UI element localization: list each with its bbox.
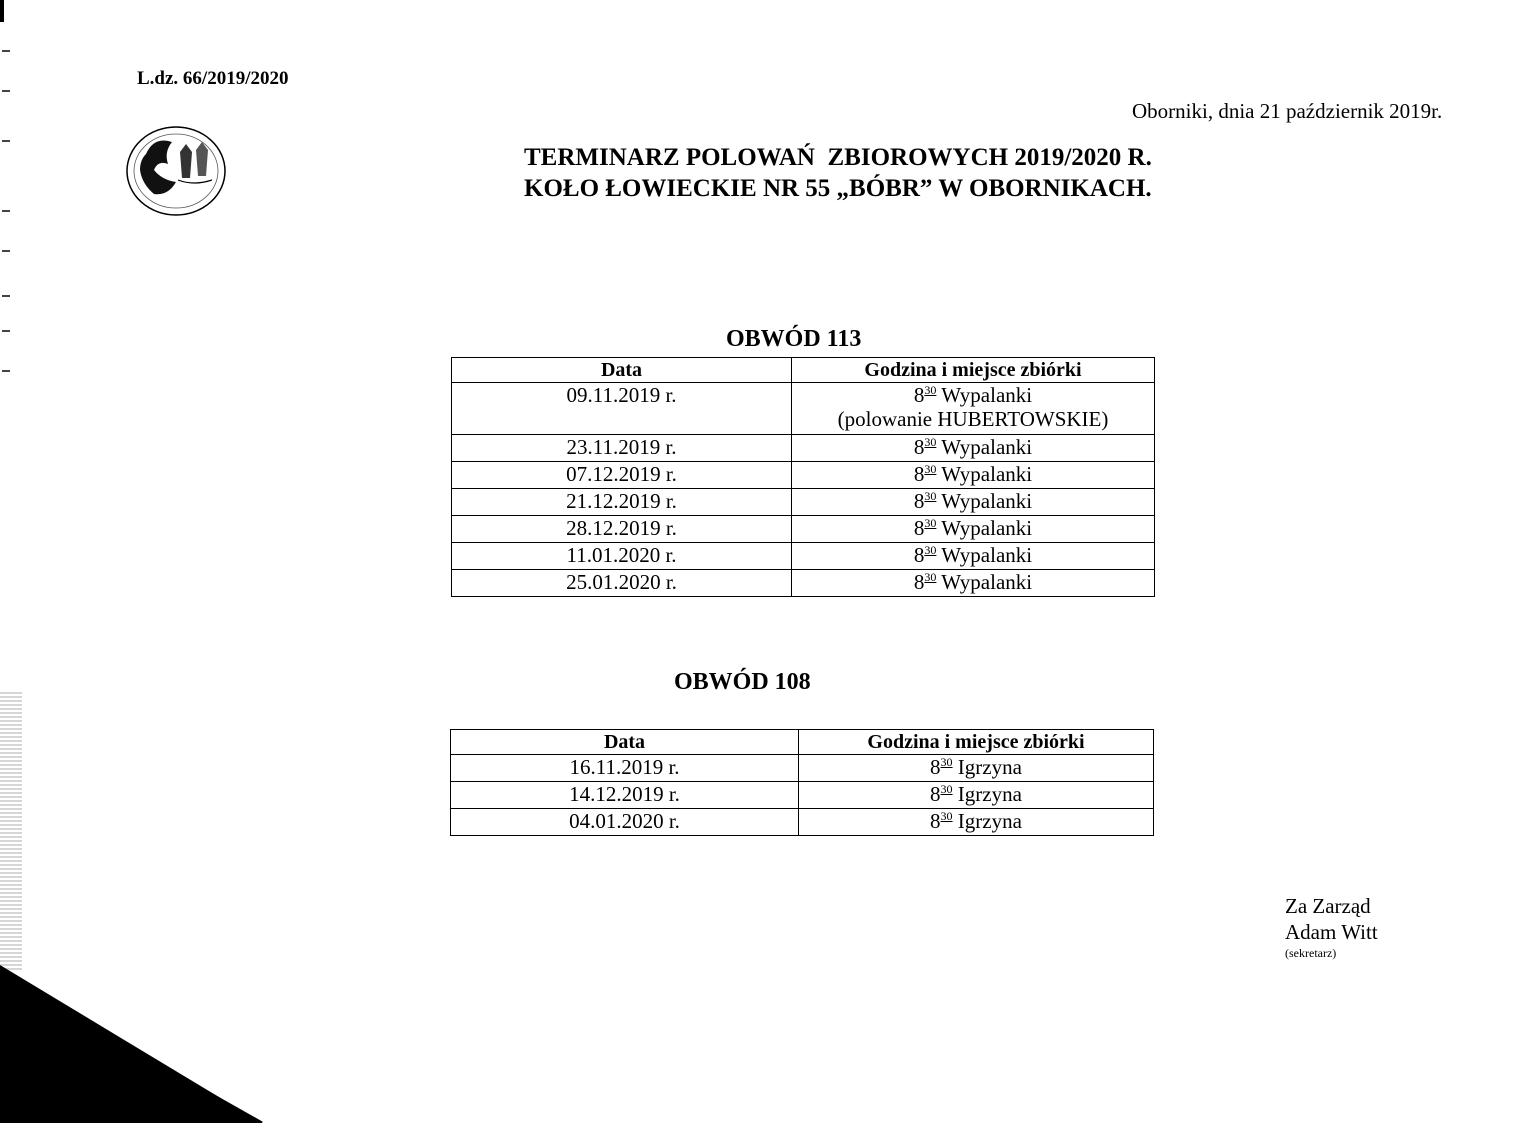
section-title-obwod-113: OBWÓD 113	[726, 326, 862, 352]
title-line-2: KOŁO ŁOWIECKIE NR 55 „BÓBR” W OBORNIKACH.	[524, 175, 1152, 202]
table-row	[452, 383, 1155, 435]
time-place-cell	[792, 570, 1155, 597]
place: Wypalanki	[941, 516, 1033, 540]
date-cell: 09.11.2019 r.	[452, 383, 792, 435]
hour: 8	[913, 516, 925, 540]
column-header-date: Data	[451, 730, 799, 755]
place: Igrzyna	[957, 782, 1022, 806]
column-header-time-place: Godzina i miejsce zbiórki	[792, 358, 1155, 383]
signature-block	[1285, 893, 1378, 961]
schedule-table-obwod-108	[450, 729, 1154, 836]
table-row	[452, 516, 1155, 543]
hour: 8	[913, 570, 925, 594]
minute: 30	[924, 516, 937, 530]
hour: 8	[913, 383, 925, 407]
minute: 30	[924, 462, 937, 476]
time-place-cell	[792, 543, 1155, 570]
table-header-row	[451, 730, 1154, 755]
place: Igrzyna	[957, 755, 1022, 779]
time-place-cell	[792, 489, 1155, 516]
date-cell: 21.12.2019 r.	[452, 489, 792, 516]
time-place-cell	[792, 435, 1155, 462]
place: Wypalanki	[941, 435, 1033, 459]
minute: 30	[940, 755, 953, 769]
hour: 8	[913, 435, 925, 459]
hour: 8	[913, 489, 925, 513]
hour: 8	[930, 755, 941, 779]
document-title	[524, 142, 1152, 204]
table-row	[452, 462, 1155, 489]
place: Wypalanki	[941, 383, 1033, 407]
table-row	[451, 809, 1154, 836]
date-cell: 28.12.2019 r.	[452, 516, 792, 543]
scan-noise-strip	[0, 690, 22, 970]
column-header-time-place: Godzina i miejsce zbiórki	[799, 730, 1154, 755]
column-header-date: Data	[452, 358, 792, 383]
reference-number: L.dz. 66/2019/2020	[137, 68, 289, 89]
hour: 8	[930, 782, 941, 806]
minute: 30	[924, 383, 937, 397]
table-header-row	[452, 358, 1155, 383]
place: Igrzyna	[957, 809, 1022, 833]
table-row	[451, 755, 1154, 782]
hour: 8	[913, 543, 925, 567]
hunting-club-seal-icon	[124, 124, 228, 218]
hour: 8	[913, 462, 925, 486]
minute: 30	[924, 489, 937, 503]
place: Wypalanki	[941, 570, 1033, 594]
time-place-cell	[799, 782, 1154, 809]
minute: 30	[924, 570, 937, 584]
schedule-table-obwod-113	[451, 357, 1155, 597]
time-place-cell	[792, 383, 1155, 435]
minute: 30	[940, 809, 953, 823]
signatory-name: Adam Witt	[1285, 920, 1378, 944]
place: Wypalanki	[941, 489, 1033, 513]
minute: 30	[924, 435, 937, 449]
date-cell: 04.01.2020 r.	[451, 809, 799, 836]
section-title-obwod-108: OBWÓD 108	[674, 669, 811, 695]
time-place-cell	[792, 462, 1155, 489]
date-cell: 07.12.2019 r.	[452, 462, 792, 489]
table-row	[452, 570, 1155, 597]
scan-edge-mark	[0, 0, 4, 22]
place: Wypalanki	[941, 462, 1033, 486]
scan-corner-shadow	[0, 965, 270, 1123]
signatory-role: (sekretarz)	[1285, 946, 1337, 960]
note: (polowanie HUBERTOWSKIE)	[837, 407, 1109, 431]
date-cell: 23.11.2019 r.	[452, 435, 792, 462]
signature-line: Za Zarząd	[1285, 894, 1371, 918]
date-cell: 11.01.2020 r.	[452, 543, 792, 570]
place-and-date: Oborniki, dnia 21 październik 2019r.	[1132, 99, 1443, 123]
date-cell: 16.11.2019 r.	[451, 755, 799, 782]
title-line-1: TERMINARZ POLOWAŃ ZBIOROWYCH 2019/2020 R.	[524, 144, 1152, 171]
table-row	[451, 782, 1154, 809]
place: Wypalanki	[941, 543, 1033, 567]
table-row	[452, 489, 1155, 516]
date-cell: 14.12.2019 r.	[451, 782, 799, 809]
hour: 8	[930, 809, 941, 833]
time-place-cell	[799, 755, 1154, 782]
minute: 30	[940, 782, 953, 796]
time-place-cell	[792, 516, 1155, 543]
table-row	[452, 543, 1155, 570]
time-place-cell	[799, 809, 1154, 836]
table-row	[452, 435, 1155, 462]
date-cell: 25.01.2020 r.	[452, 570, 792, 597]
minute: 30	[924, 543, 937, 557]
scan-margin-marks	[2, 50, 12, 380]
